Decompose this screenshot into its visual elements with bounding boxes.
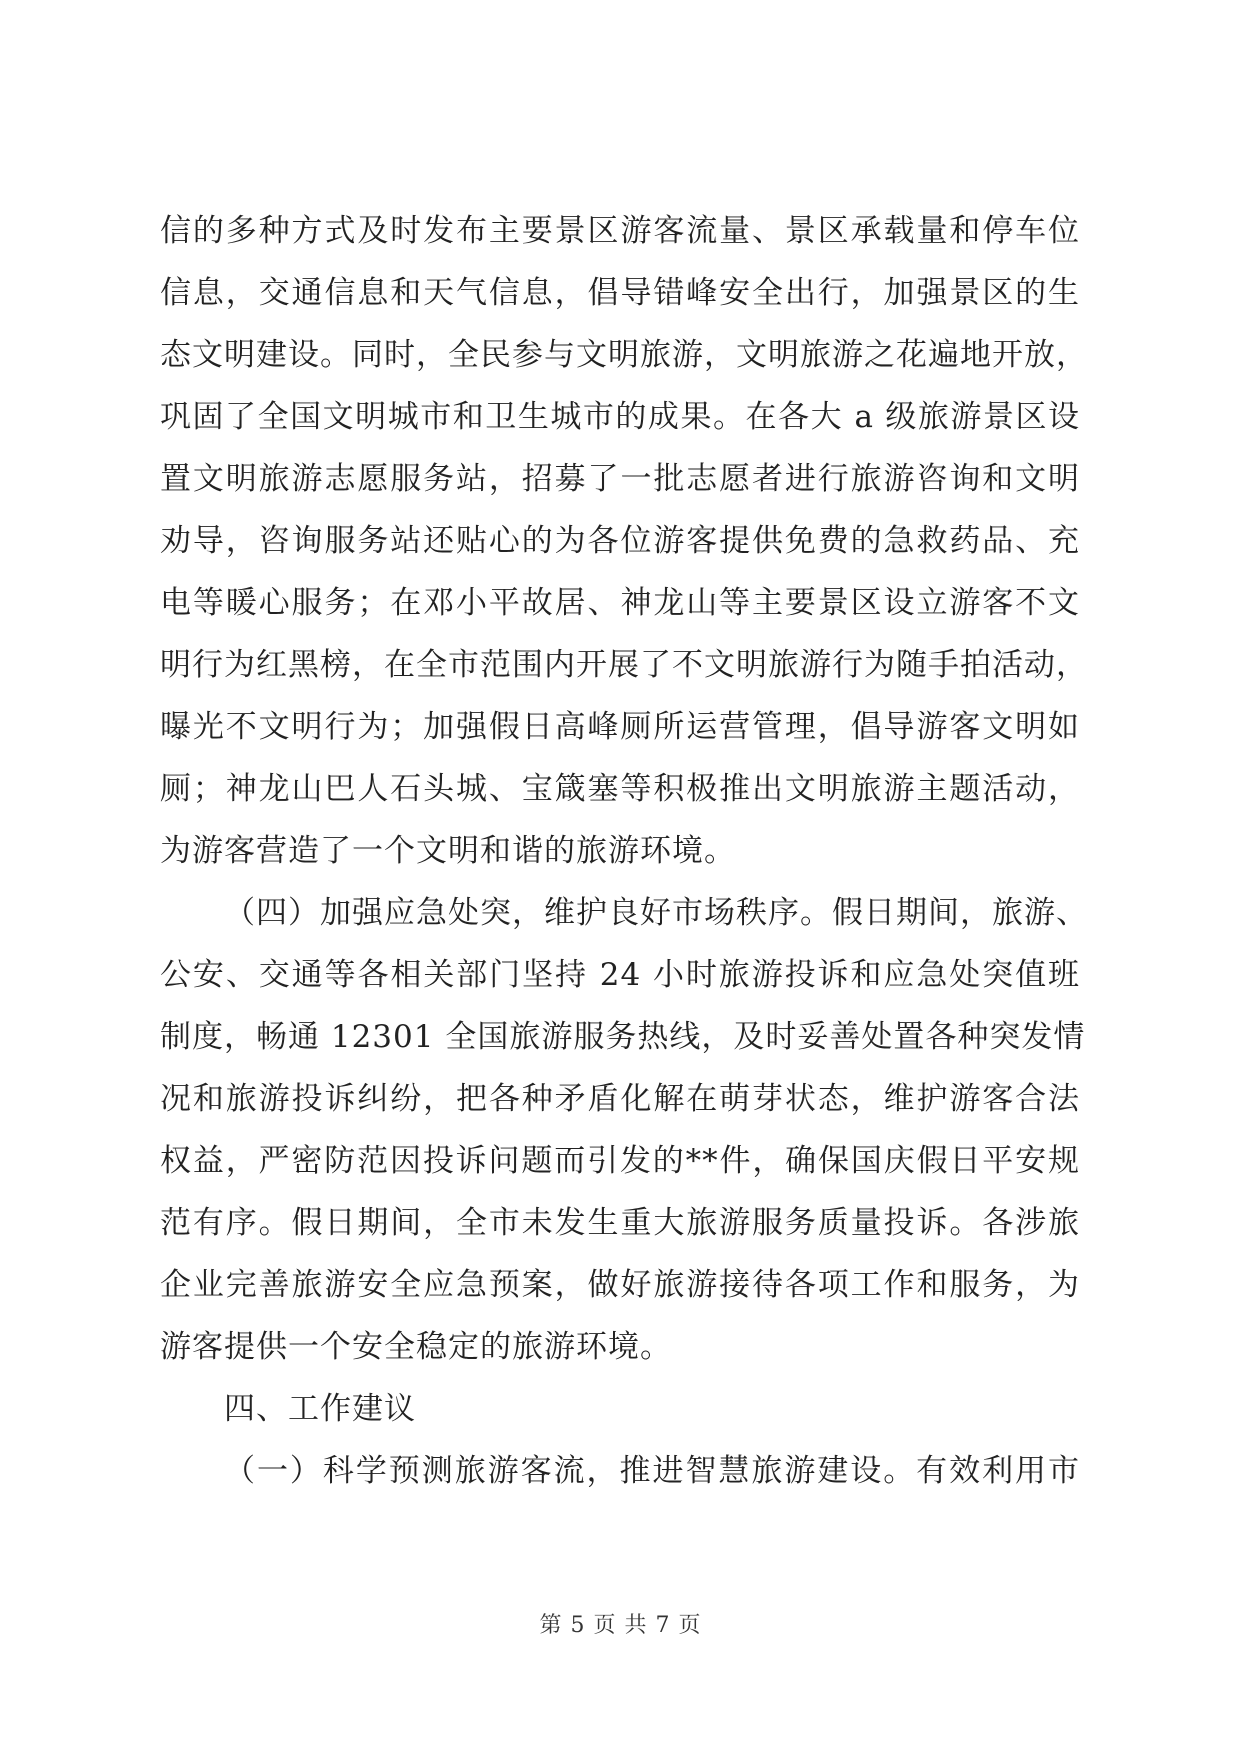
text-line-13: 公安、交通等各相关部门坚持 24 小时旅游投诉和应急处突值班 xyxy=(160,957,1080,993)
section-4-heading-line: （四）加强应急处突，维护良好市场秩序。假日期间，旅游、 xyxy=(224,895,1088,931)
text-line-17: 范有序。假日期间，全市未发生重大旅游服务质量投诉。各涉旅 xyxy=(160,1205,1080,1241)
text-line-8: 明行为红黑榜，在全市范围内开展了不文明旅游行为随手拍活动， xyxy=(160,647,1088,683)
text-line-15: 况和旅游投诉纠纷，把各种矛盾化解在萌芽状态，维护游客合法 xyxy=(160,1081,1080,1117)
text-line-14: 制度，畅通 12301 全国旅游服务热线，及时妥善处置各种突发情 xyxy=(160,1019,1086,1055)
subsection-1-heading-line: （一）科学预测旅游客流，推进智慧旅游建设。有效利用市 xyxy=(224,1453,1080,1489)
text-line-5: 置文明旅游志愿服务站，招募了一批志愿者进行旅游咨询和文明 xyxy=(160,461,1080,497)
page-number-footer: 第 5 页 共 7 页 xyxy=(539,1613,702,1638)
text-line-2: 信息，交通信息和天气信息，倡导错峰安全出行，加强景区的生 xyxy=(160,275,1080,311)
text-line-18: 企业完善旅游安全应急预案，做好旅游接待各项工作和服务，为 xyxy=(160,1267,1080,1303)
text-line-19: 游客提供一个安全稳定的旅游环境。 xyxy=(160,1329,672,1365)
text-line-16: 权益，严密防范因投诉问题而引发的**件，确保国庆假日平安规 xyxy=(160,1143,1080,1179)
text-line-11: 为游客营造了一个文明和谐的旅游环境。 xyxy=(160,833,736,869)
text-line-1: 信的多种方式及时发布主要景区游客流量、景区承载量和停车位 xyxy=(160,213,1080,249)
text-line-7: 电等暖心服务；在邓小平故居、神龙山等主要景区设立游客不文 xyxy=(160,585,1080,621)
text-line-3: 态文明建设。同时，全民参与文明旅游，文明旅游之花遍地开放， xyxy=(160,337,1088,373)
text-line-4: 巩固了全国文明城市和卫生城市的成果。在各大 a 级旅游景区设 xyxy=(160,399,1080,435)
text-line-6: 劝导，咨询服务站还贴心的为各位游客提供免费的急救药品、充 xyxy=(160,523,1080,559)
text-line-9: 曝光不文明行为；加强假日高峰厕所运营管理，倡导游客文明如 xyxy=(160,709,1080,745)
section-heading-work-suggestions: 四、工作建议 xyxy=(224,1391,416,1427)
text-line-10: 厕；神龙山巴人石头城、宝箴塞等积极推出文明旅游主题活动， xyxy=(160,771,1080,807)
